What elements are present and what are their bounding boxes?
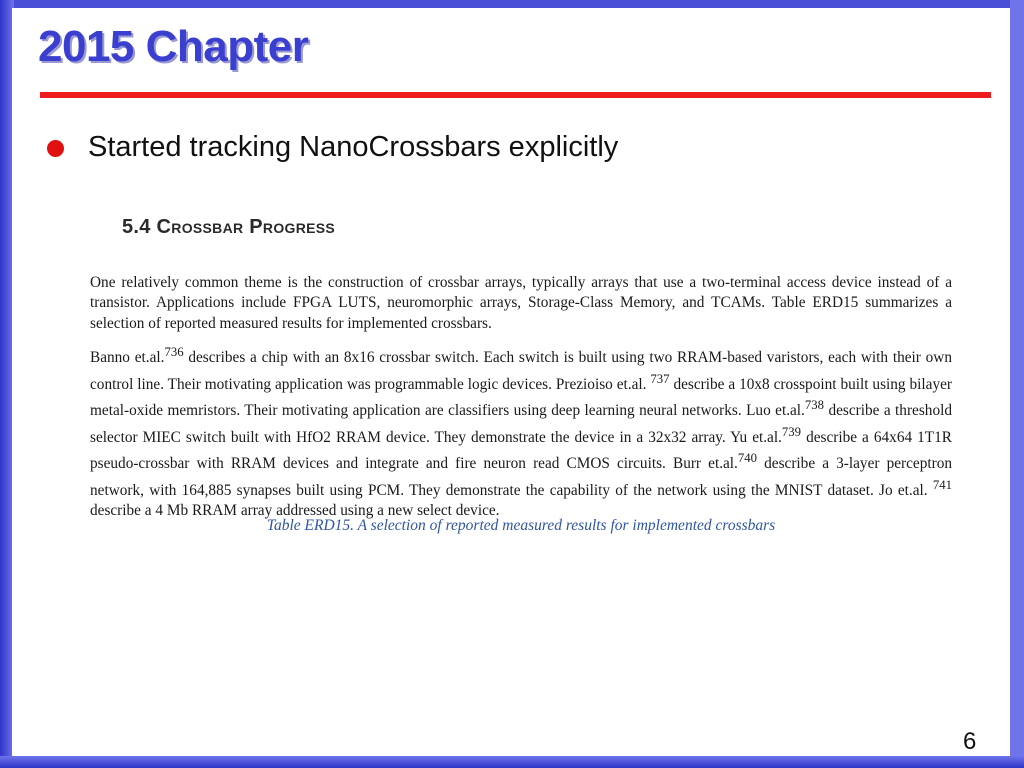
bottom-frame-bar [0, 756, 1024, 768]
excerpt-section-heading: 5.4 Crossbar Progress [122, 216, 336, 238]
paragraph-2-segment: describes a chip with an 8x16 crossbar switch. Each switch is built using two RRAM-based varistors, each with their own control line. Their motivating application was programmable logic devices. Prezioiso et.al. [90, 349, 953, 393]
reference-superscript: 738 [804, 398, 825, 412]
paragraph-2-segment: describe a 10x8 crosspoint built using bilayer metal-oxide memristors. Their motivating application are classifiers using deep learning neural networks. Luo et.al. [90, 375, 952, 420]
paragraph-2-segment: Banno et.al. [90, 349, 165, 367]
reference-superscript: 736 [164, 345, 184, 359]
reference-superscript: 740 [737, 451, 758, 465]
reference-superscript: 737 [650, 371, 670, 386]
paragraph-2-segment: describe a 3-layer perceptron network, with 164,885 synapses built using PCM. They demonstrate the capability of the network using the MNIST dataset. Jo et.al. [90, 455, 952, 499]
paragraph-2-segment: describe a 4 Mb RRAM array addressed using a new select device. [90, 502, 500, 519]
title-underline [40, 92, 991, 98]
page-number: 6 [963, 728, 977, 755]
paragraph-2-segment: describe a 64x64 1T1R pseudo-crossbar with RRAM devices and integrate and fire neuron read CMOS circuits. Burr et.al. [90, 428, 952, 473]
excerpt-paragraph-1: One relatively common theme is the construction of crossbar arrays, typically arrays that use a two-terminal access device instead of a transistor. Applications include FPGA LUTS, neuromorphic arrays, Storage-Class Memory, and TCAMs. Table ERD15 summarizes a selection of reported measured results for implemented crossbars. [90, 274, 952, 332]
table-caption: Table ERD15. A selection of reported measured results for implemented crossbars [266, 517, 776, 534]
slide-title: 2015 Chapter [38, 22, 309, 71]
bullet-text: Started tracking NanoCrossbars explicitly [88, 131, 619, 163]
reference-superscript: 741 [932, 477, 952, 492]
right-frame-bar [1010, 0, 1024, 768]
paragraph-2-segment: describe a threshold selector MIEC switch built with HfO2 RRAM device. They demonstrate the device in a 32x32 array. Yu et.al. [90, 402, 952, 446]
bullet-dot-icon [47, 140, 64, 157]
reference-superscript: 739 [781, 424, 802, 439]
excerpt-paragraph-2 [90, 342, 952, 521]
